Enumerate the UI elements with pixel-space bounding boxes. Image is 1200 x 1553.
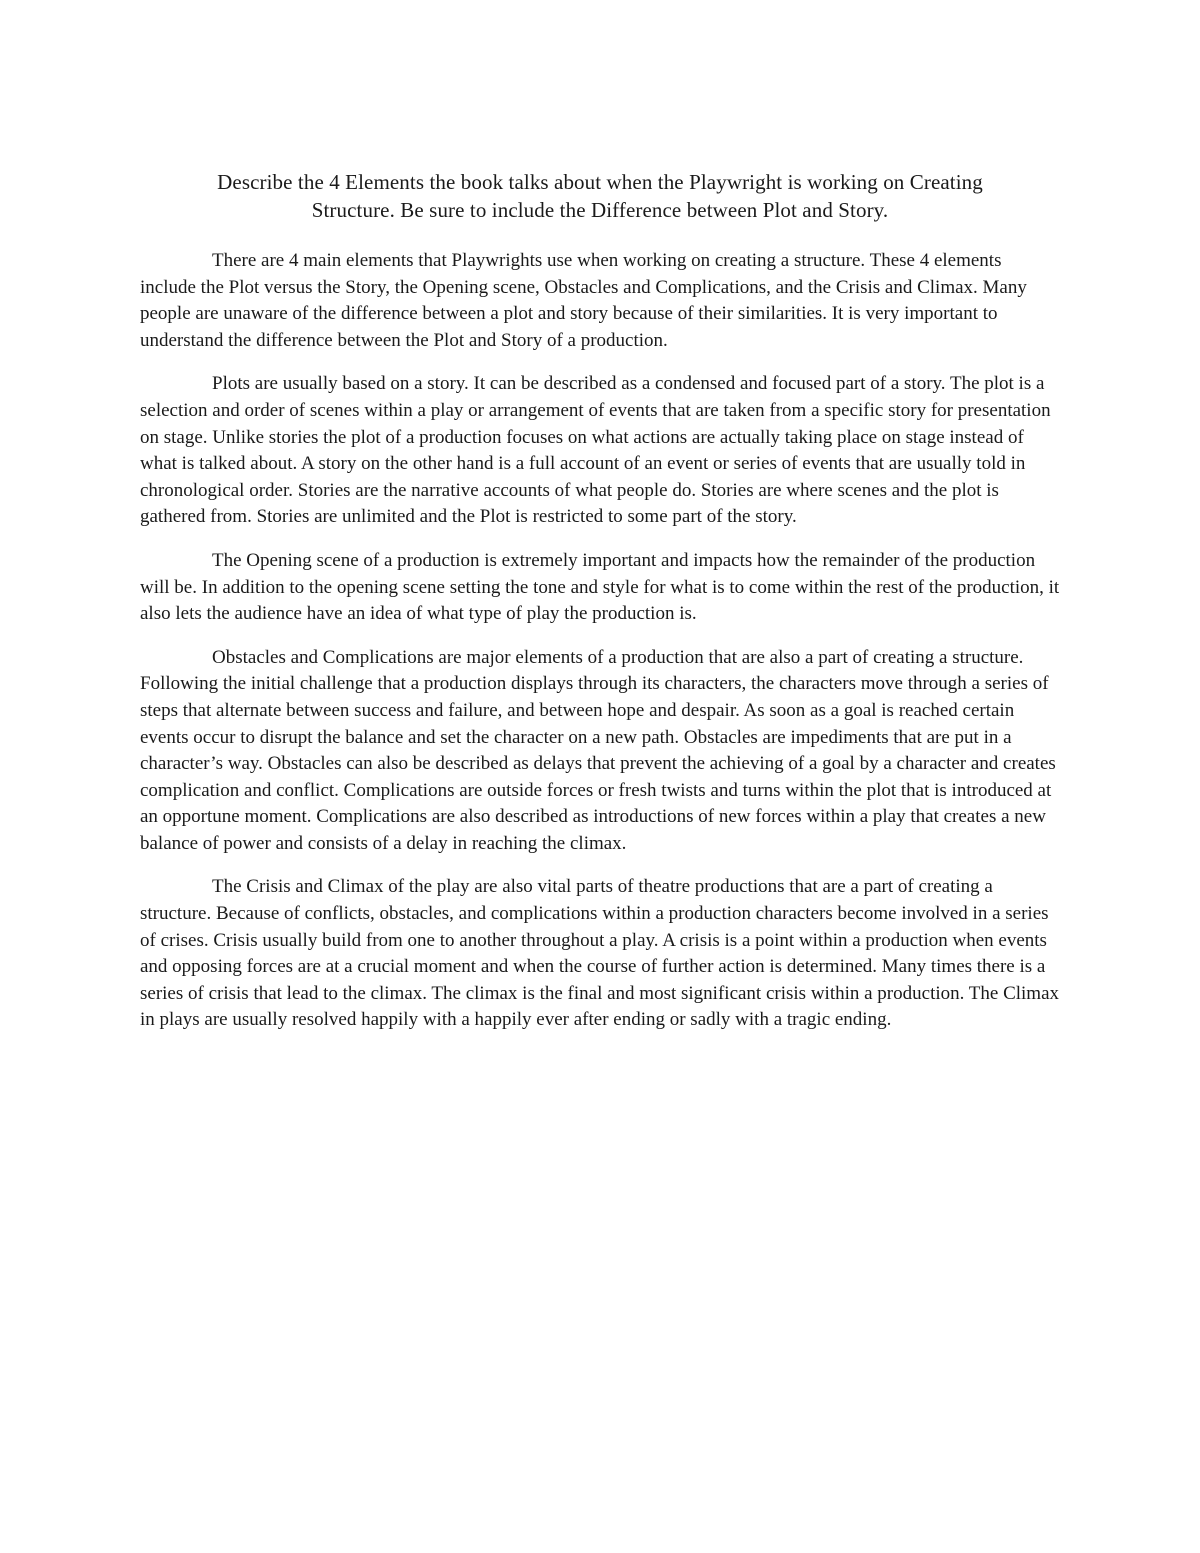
document-page [140, 168, 1060, 1051]
paragraph-intro: There are 4 main elements that Playwrights use when working on creating a structure. These 4 elements include the Plot versus the Story, the Opening scene, Obstacles and Complications, and the Crisis and Climax. Many people are unaware of the difference between a plot and story because of their similarities. It is very important to understand the difference between the Plot and Story of a production. [140, 250, 1027, 351]
paragraph-opening-scene: The Opening scene of a production is extremely important and impacts how the remainder of the production will be. In addition to the opening scene setting the tone and style for what is to come within the rest of the production, it also lets the audience have an idea of what type of play the production is. [140, 549, 1060, 625]
paragraph-obstacles-complications: Obstacles and Complications are major elements of a production that are also a part of creating a structure. Following the initial challenge that a production displays through its characters, the characters move through a series of steps that alternate between success and failure, and between hope and despair. As soon as a goal is reached certain events occur to disrupt the balance and set the character on a new path. Obstacles are impediments that are put in a character’s way. Obstacles can also be described as delays that prevent the achieving of a goal by a character and creates complication and conflict. Complications are outside forces or fresh twists and turns within the plot that is introduced at an opportune moment. Complications are also described as introductions of new forces within a play that creates a new balance of power and consists of a delay in reaching the climax. [140, 646, 1056, 854]
title-line-2: Structure. Be sure to include the Difference between Plot and Story. [311, 198, 889, 222]
paragraph-plot-vs-story: Plots are usually based on a story. It can be described as a condensed and focused part of a story. The plot is a selection and order of scenes within a play or arrangement of events that are taken from a specific story for presentation on stage. Unlike stories the plot of a production focuses on what actions are actually taking place on stage instead of what is talked about. A story on the other hand is a full account of an event or series of events that are usually told in chronological order. Stories are the narrative accounts of what people do. Stories are where scenes and the plot is gathered from. Stories are unlimited and the Plot is restricted to some part of the story. [140, 373, 1051, 528]
title-line-1: Describe the 4 Elements the book talks about when the Playwright is working on Creating [217, 170, 983, 194]
paragraph-crisis-climax: The Crisis and Climax of the play are also vital parts of theatre productions that are a part of creating a structure. Because of conflicts, obstacles, and complications within a production characters become involved in a series of crises. Crisis usually build from one to another throughout a play. A crisis is a point within a production when events and opposing forces are at a crucial moment and when the course of further action is determined. Many times there is a series of crisis that lead to the climax. The climax is the final and most significant crisis within a production. The Climax in plays are usually resolved happily with a happily ever after ending or sadly with a tragic ending. [140, 876, 1060, 1031]
document-title [140, 168, 1060, 224]
